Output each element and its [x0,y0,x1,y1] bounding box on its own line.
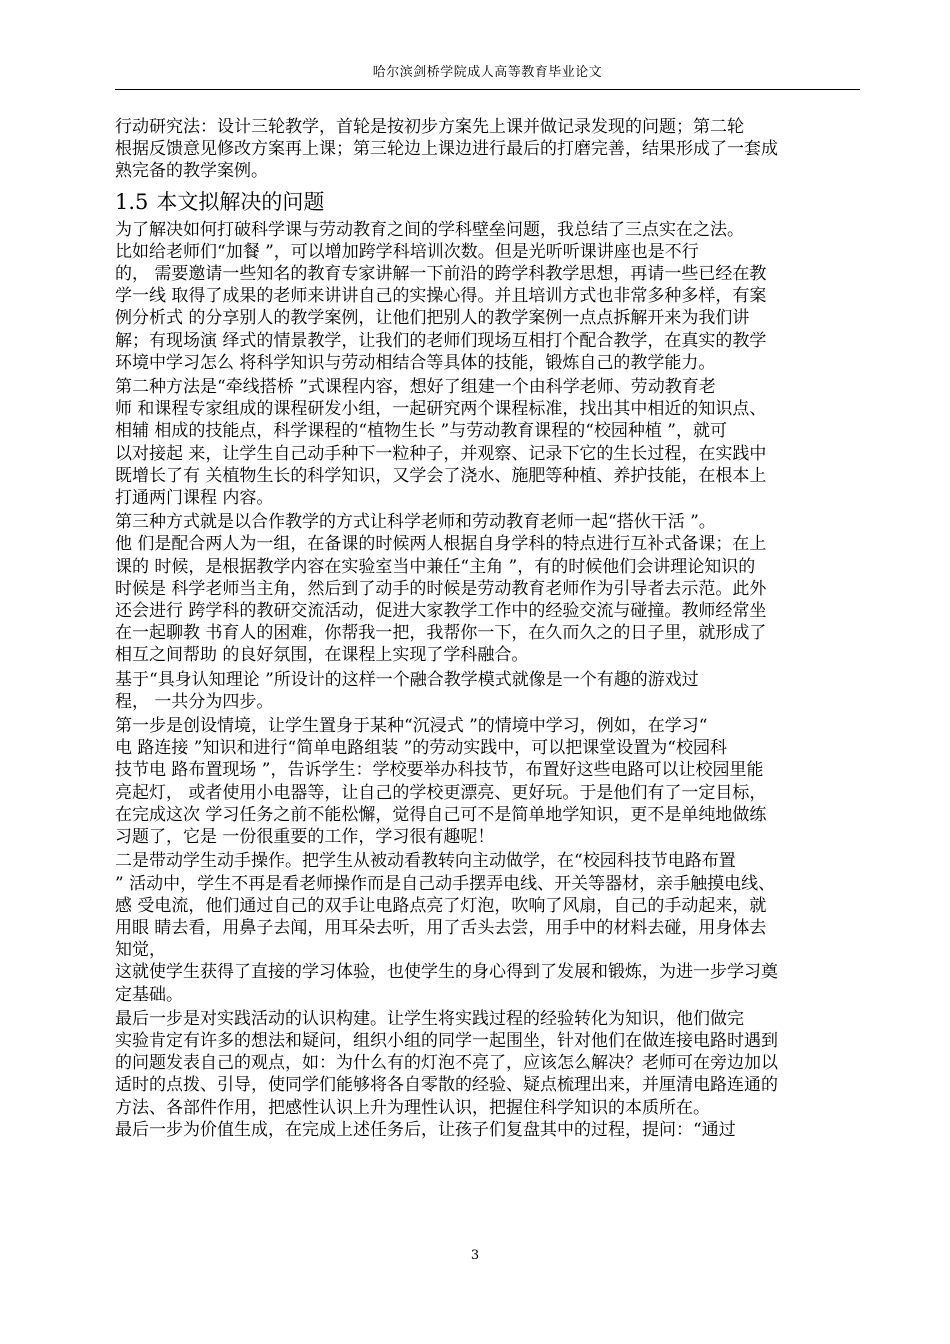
section-title: 本文拟解决的问题 [156,189,325,214]
paragraph-step-final: 最后一步是对实践活动的认识构建。让学生将实践过程的经验转化为知识，他们做完 实验肯定有许多的想法和疑问，组织小组的同学一起围坐，针对他们在做连接电路时遇到 的问题发表自己的观点，如：为什么有的灯泡不亮了，应该怎么解决？老师可在旁边加以 适时的点拨、引导，使同学们能够将各自零散的经验、疑点梳理出来，并厘清电路连通的 方法、各部件作用，把感性认识上升为理性认识，把握住科学知识的本质所在。 最后一步为价值生成，在完成上述任务后，让孩子们复盘其中的过程，提问：“通过 [115,1008,778,1140]
section-heading [115,189,871,215]
paragraph-step-two: 二是带动学生动手操作。把学生从被动看教转向主动做学，在“校园科技节电路布置 ” 活动中，学生不再是看老师操作而是自己动手摆弄电线、开关等器材，亲手触摸电线、 感 受电流，他们通过自己的双手让电路点亮了灯泡，吹响了风扇，自己的手动起来，就 用眼 睛去看，用鼻子去闻，用耳朵去听，用了舌头去尝，用手中的材料去碰，用身体去 知觉， 这就使学生获得了直接的学习体验，也使学生的身心得到了发展和锻炼，为进一步学习奠 定基础。 [115,851,778,1005]
paragraph-curriculum: 第二种方法是“牵线搭桥 ”式课程内容，想好了组建一个由科学老师、劳动教育老 师 和课程专家组成的课程研发小组，一起研究两个课程标准，找出其中相近的知识点、 相辅 相成的技能点，科学课程的“植物生长 ”与劳动教育课程的“校园种植 ”，就可 以对接起 来，让学生自己动手种下一粒种子，并观察、记录下它的生长过程，在实践中 既增长了有 关植物生长的科学知识，又学会了浇水、施肥等种植、养护技能，在根本上 打通两门课程 内容。 [115,377,767,509]
document-body [115,116,871,1141]
section-number: 1.5 [115,189,149,214]
paragraph-action-research: 行动研究法：设计三轮教学，首轮是按初步方案先上课并做记录发现的问题；第二轮 根据反馈意见修改方案再上课；第三轮边上课边进行最后的打磨完善，结果形成了一套成 熟完备的教学案例。 [115,117,778,182]
header-divider [115,89,860,90]
paragraph-step-one: 第一步是创设情境，让学生置身于某种“沉浸式 ”的情境中学习，例如，在学习“ 电 路连接 ”知识和进行“简单电路组装 ”的劳动实践中，可以把课堂设置为“校园科 技节电 路布置现场 ”，告诉学生：学校要举办科技节，布置好这些电路可以让校园里能 亮起灯， 或者使用小电器等，让自己的学校更漂亮、更好玩。于是他们有了一定目标， 在完成这次 学习任务之前不能松懈，觉得自己可不是简单地学知识，更不是单纯地做练 习题了，它是 一份很重要的工作，学习很有趣呢！ [115,716,767,848]
paragraph-training: 为了解决如何打破科学课与劳动教育之间的学科壁垒问题，我总结了三点实在之法。 比如给老师们“加餐 ”，可以增加跨学科培训次数。但是光听听课讲座也是不行 的， 需要邀请一些知名的教育专家讲解一下前沿的跨学科教学思想，再请一些已经在教 学一线 取得了成果的老师来讲讲自己的实操心得。并且培训方式也非常多种多样，有案 例分析式 的分享别人的教学案例，让他们把别人的教学案例一点点拆解开来为我们讲 解；有现场演 绎式的情景教学，让我们的老师们现场互相打个配合教学，在真实的教学 环境中学习怎么 将科学知识与劳动相结合等具体的技能，锻炼自己的教学能力。 [115,219,767,373]
page-number: 3 [470,1248,480,1263]
paragraph-cooperation: 第三种方式就是以合作教学的方式让科学老师和劳动教育老师一起“搭伙干活 ”。 他 们是配合两人为一组，在备课的时候两人根据自身学科的特点进行互补式备课；在上 课的 时候，是根据教学内容在实验室当中兼任“主角 ”，有的时候他们会讲理论知识的 时候是 科学老师当主角，然后到了动手的时候是劳动教育老师作为引导者去示范。此外 还会进行 跨学科的教研交流活动，促进大家教学工作中的经验交流与碰撞。教师经常坐 在一起聊教 书育人的困难，你帮我一把，我帮你一下，在久而久之的日子里，就形成了 相互之间帮助 的良好氛围，在课程上实现了学科融合。 [115,512,767,666]
running-header: 哈尔滨剑桥学院成人高等教育毕业论文 [372,65,603,80]
paragraph-embodied-cognition: 基于“具身认知理论 ”所设计的这样一个融合教学模式就像是一个有趣的游戏过 程， 一共分为四步。 [115,669,699,712]
